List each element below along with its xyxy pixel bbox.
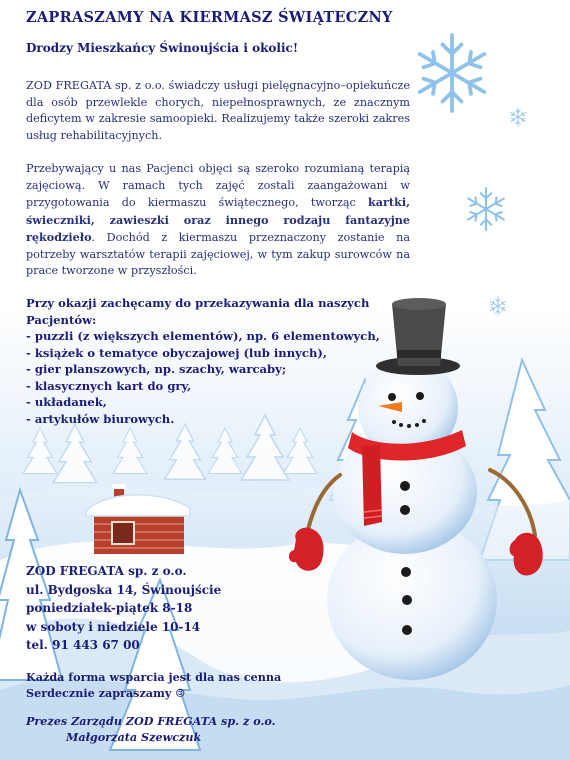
list-item: - książek o tematyce obyczajowej (lub innych), — [26, 345, 327, 360]
therapy-paragraph — [26, 161, 410, 280]
address: ul. Bydgoska 14, Świnoujście — [26, 582, 222, 597]
company-name: ZOD FREGATA sp. z o.o. — [26, 564, 187, 578]
list-item: - puzzli (z większych elementów), np. 6 elementowych, — [26, 329, 380, 343]
list-item: - klasycznych kart do gry, — [26, 378, 192, 393]
support-note — [26, 670, 281, 701]
page-title: ZAPRASZAMY NA KIERMASZ ŚWIĄTECZNY — [26, 9, 393, 26]
signature — [26, 714, 276, 745]
hours-weekend: w soboty i niedziele 10-14 — [26, 619, 201, 634]
signature-name: Małgorzata Szewczuk — [66, 729, 202, 744]
therapy-text-part1: Przebywający u nas Pacjenci objęci są szeroko rozumianą terapią zajęciową. W ramach tych zajęć zostali zaangażowani w przygotowania do kiermaszu świątecznego, tworząc — [26, 162, 410, 209]
intro-paragraph: ZOD FREGATA sp. z o.o. świadczy usługi pielęgnacyjno–opiekuńcze dla osób przewlekle chorych, niepełnosprawnych, ze znacznym deficytem w zakresie samoopieki. Realizujemy także szeroki zakres usług rehabilitacyjnych. — [26, 79, 410, 142]
support-line: Każda forma wsparcia jest dla nas cenna — [26, 670, 282, 684]
donation-request — [26, 295, 421, 427]
signature-role: Prezes Zarządu ZOD FREGATA sp. z o.o. — [26, 714, 276, 728]
invitation-line: Serdecznie zapraszamy ☺ — [26, 685, 186, 700]
list-item: - artykułów biurowych. — [26, 411, 175, 426]
therapy-text-bold: kartki, świeczniki, zawieszki oraz innego rodzaju fantazyjne rękodzieło — [26, 195, 410, 244]
therapy-text-part2: . Dochód z kiermaszu przeznaczony zostanie na potrzeby warsztatów terapii zajęciowej, w tym zakup surowców na prace tworzone w przyszłości. — [26, 231, 410, 277]
greeting: Drodzy Mieszkańcy Świnoujścia i okolic! — [26, 41, 299, 55]
phone-number: tel. 91 443 67 00 — [26, 638, 140, 652]
hours-weekdays: poniedziałek-piątek 8-18 — [26, 601, 193, 615]
contact-block — [26, 562, 221, 655]
list-item: - gier planszowych, np. szachy, warcaby; — [26, 362, 287, 376]
donation-intro: Przy okazji zachęcamy do przekazywania dla naszych Pacjentów: — [26, 296, 370, 327]
list-item: - układanek, — [26, 395, 107, 409]
donation-list — [26, 328, 421, 427]
